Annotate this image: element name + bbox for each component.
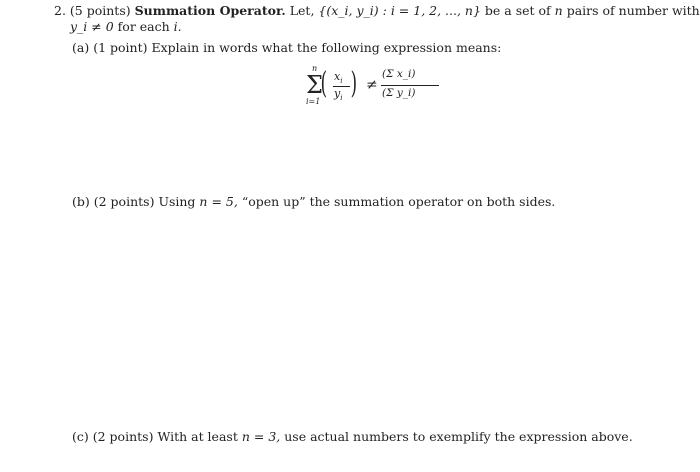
question-header <box>54 3 700 18</box>
part-c-expression: n = 3, <box>241 429 281 444</box>
part-c-label: (c) <box>72 429 89 444</box>
part-c-text-post: use actual numbers to exemplify the expression above. <box>284 429 633 444</box>
part-c <box>72 429 633 444</box>
part-a-text: Explain in words what the following expression means: <box>151 40 502 55</box>
frac-denominator: $y_i$ <box>334 87 343 103</box>
part-c-points: (2 points) <box>92 429 154 444</box>
question-number: 2. <box>54 3 66 18</box>
part-b-text-post: “open up” the summation operator on both sides. <box>241 194 556 209</box>
sigma-symbol: Σ <box>306 71 323 99</box>
right-paren: ) <box>350 66 358 101</box>
question-title: Summation Operator. <box>134 3 286 18</box>
part-b-label: (b) <box>72 194 90 209</box>
part-b-points: (2 points) <box>93 194 155 209</box>
line2-text: for each <box>117 19 170 34</box>
part-a <box>72 40 501 55</box>
part-a-label: (a) <box>72 40 90 55</box>
rhs-fraction-bar <box>381 85 439 86</box>
summation-formula <box>302 64 452 114</box>
set-expression: {(x_i, y_i) : i = 1, 2, ..., n} <box>318 3 481 18</box>
left-paren: ( <box>320 66 328 101</box>
part-b-expression: n = 5, <box>199 194 238 209</box>
not-equal-sign: ≠ <box>366 77 378 93</box>
frac-numerator: $x_i$ <box>334 70 343 86</box>
sum-upper-limit: n <box>312 64 318 73</box>
rhs-numerator: (Σ x_i) <box>382 68 416 80</box>
sum-lower-limit: i=1 <box>306 97 321 106</box>
question-points: (5 points) <box>69 3 131 18</box>
rhs-denominator: (Σ y_i) <box>382 87 416 99</box>
intro-tail: pairs of number with <box>566 3 700 18</box>
question-line-2 <box>70 19 182 34</box>
intro-pre: Let, <box>289 3 315 18</box>
intro-post: be a set of <box>484 3 551 18</box>
nonzero-condition: y_i ≠ 0 <box>70 19 114 34</box>
part-b-text-pre: Using <box>158 194 196 209</box>
part-c-text-pre: With at least <box>157 429 238 444</box>
part-b <box>72 194 555 209</box>
line2-var: i. <box>173 19 182 34</box>
n-variable: n <box>554 3 563 18</box>
part-a-points: (1 point) <box>93 40 148 55</box>
